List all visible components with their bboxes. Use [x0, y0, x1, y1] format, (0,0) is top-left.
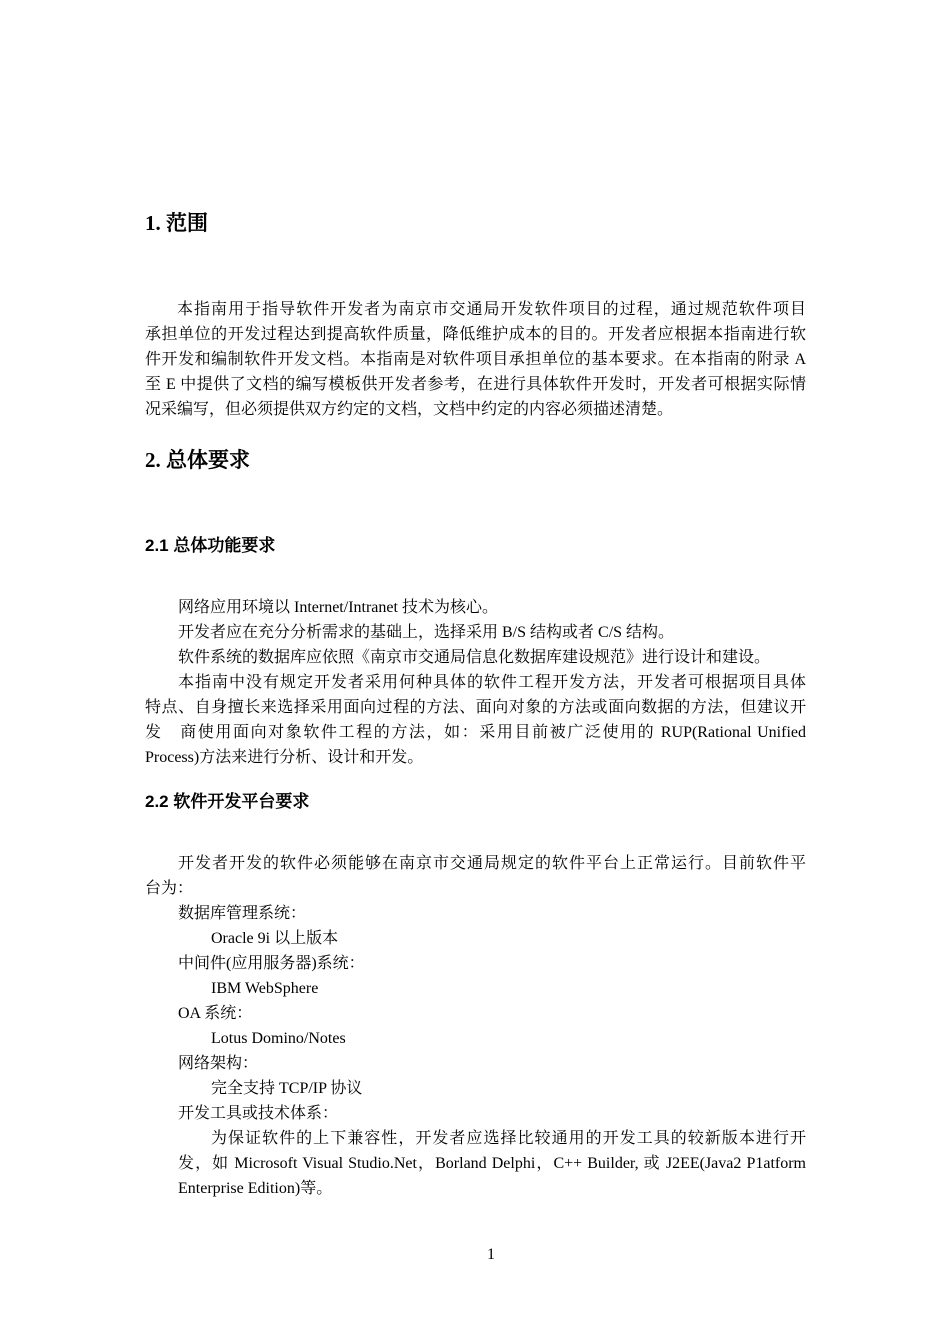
paragraph-line: 为保证软件的上下兼容性，开发者应选择比较通用的开发工具的较新版本进行开	[211, 1130, 806, 1147]
platform-label: 网络架构：	[178, 1055, 259, 1072]
paragraph-line: Process)方法来进行分析、设计和开发。	[145, 749, 424, 766]
paragraph-line: 承担单位的开发过程达到提高软件质量，降低维护成本的目的。开发者应根据本指南进行软	[145, 326, 806, 343]
platform-label: 开发工具或技术体系：	[178, 1105, 339, 1122]
platform-value: Lotus Domino/Notes	[211, 1030, 346, 1047]
section-2-1-heading: 2.1 总体功能要求	[145, 536, 276, 555]
section-2-heading: 2. 总体要求	[145, 448, 250, 472]
paragraph-line: 发 商使用面向对象软件工程的方法，如：采用目前被广泛使用的 RUP(Rational Unified	[145, 724, 806, 741]
platform-value: Oracle 9i 以上版本	[211, 930, 339, 947]
section-1-paragraph	[145, 297, 806, 422]
platform-label: OA 系统：	[178, 1005, 253, 1022]
paragraph-line: 况采编写，但必须提供双方约定的文档，文档中约定的内容必须描述清楚。	[145, 401, 674, 418]
section-2-2-intro	[145, 851, 806, 901]
paragraph-line: 开发者开发的软件必须能够在南京市交通局规定的软件平台上正常运行。目前软件平	[178, 855, 806, 872]
requirement-line: 网络应用环境以 Internet/Intranet 技术为核心。	[178, 599, 498, 616]
paragraph-line: 台为：	[145, 880, 194, 897]
requirement-line: 开发者应在充分分析需求的基础上，选择采用 B/S 结构或者 C/S 结构。	[178, 624, 675, 641]
paragraph-line: 至 E 中提供了文档的编写模板供开发者参考，在进行具体软件开发时，开发者可根据实际情	[145, 376, 806, 393]
dev-tools-paragraph	[178, 1126, 806, 1201]
platform-label: 数据库管理系统：	[178, 905, 307, 922]
paragraph-line: 本指南中没有规定开发者采用何种具体的软件工程开发方法，开发者可根据项目具体	[178, 674, 806, 691]
paragraph-line: 件开发和编制软件开发文档。本指南是对软件项目承担单位的基本要求。在本指南的附录 A	[145, 351, 806, 368]
section-2-2-heading: 2.2 软件开发平台要求	[145, 792, 310, 811]
paragraph-line: 发，如 Microsoft Visual Studio.Net，Borland Delphi，C++ Builder, 或 J2EE(Java2 P1atform	[178, 1155, 806, 1172]
paragraph-line: Enterprise Edition)等。	[178, 1180, 333, 1197]
paragraph-line: 特点、自身擅长来选择采用面向过程的方法、面向对象的方法或面向数据的方法，但建议开	[145, 699, 806, 716]
page-number: 1	[487, 1246, 495, 1263]
platform-value: 完全支持 TCP/IP 协议	[211, 1080, 363, 1097]
section-2-1-paragraph	[145, 670, 806, 770]
section-1-heading: 1. 范围	[145, 211, 208, 235]
platform-value: IBM WebSphere	[211, 980, 319, 997]
platform-label: 中间件(应用服务器)系统：	[178, 955, 365, 972]
paragraph-line: 本指南用于指导软件开发者为南京市交通局开发软件项目的过程，通过规范软件项目	[177, 301, 806, 318]
requirement-line: 软件系统的数据库应依照《南京市交通局信息化数据库建设规范》进行设计和建设。	[178, 649, 771, 666]
